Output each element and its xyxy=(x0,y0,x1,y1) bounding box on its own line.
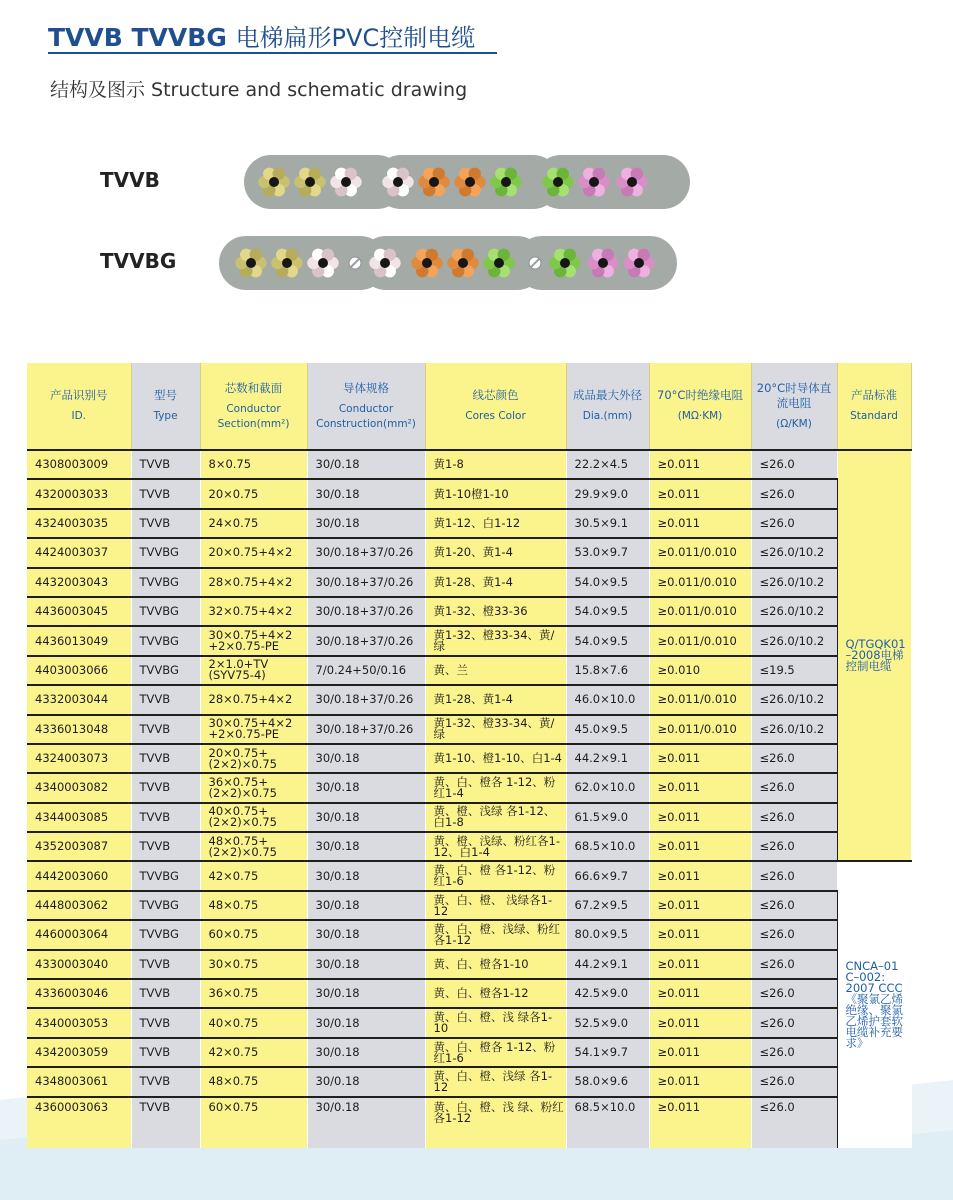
table-cell: ≥0.011 xyxy=(649,479,751,508)
table-cell: 42×0.75 xyxy=(200,861,307,890)
table-cell: 30/0.18+37/0.26 xyxy=(307,597,425,626)
table-row xyxy=(27,891,911,920)
table-cell: 54.1×9.7 xyxy=(566,1038,649,1067)
column-header-zh: 成品最大外径 xyxy=(573,388,642,402)
table-cell: ≥0.011 xyxy=(649,744,751,773)
column-header-zh: 70°C时绝缘电阻 xyxy=(657,388,743,402)
table-cell: TVVB xyxy=(131,979,200,1008)
table-cell: 52.5×9.0 xyxy=(566,1008,649,1037)
table-row xyxy=(27,1038,911,1067)
section-subtitle: 结构及图示 Structure and schematic drawing xyxy=(50,79,468,101)
table-cell: 30/0.18+37/0.26 xyxy=(307,626,425,655)
table-cell: 黄、白、橙各1-10 xyxy=(425,950,566,979)
table-cell: ≥0.011 xyxy=(649,832,751,861)
table-cell: 4308003009 xyxy=(27,450,131,479)
table-cell: 4340003082 xyxy=(27,773,131,802)
page-title xyxy=(48,18,475,53)
table-cell: 4424003037 xyxy=(27,538,131,567)
table-cell: ≥0.011 xyxy=(649,920,751,949)
table-cell: TVVBG xyxy=(131,891,200,920)
table-cell: ≥0.011/0.010 xyxy=(649,715,751,744)
table-cell: 黄、白、橙、浅绿、粉红各1-12 xyxy=(425,920,566,949)
table-cell: 48×0.75+ (2×2)×0.75 xyxy=(200,832,307,861)
table-cell: TVVB xyxy=(131,715,200,744)
table-cell: ≤26.0/10.2 xyxy=(751,538,837,567)
table-cell: ≥0.011 xyxy=(649,979,751,1008)
table-cell: 30/0.18 xyxy=(307,891,425,920)
table-cell: 30/0.18 xyxy=(307,950,425,979)
table-cell: 4360003063 xyxy=(27,1097,131,1148)
column-header xyxy=(751,363,837,450)
table-cell: 黄、白、橙各 1-12、粉红1-6 xyxy=(425,1038,566,1067)
table-cell: 22.2×4.5 xyxy=(566,450,649,479)
table-cell: 30/0.18 xyxy=(307,832,425,861)
table-cell: 2×1.0+TV (SYV75-4) xyxy=(200,656,307,685)
table-cell: ≤26.0 xyxy=(751,1008,837,1037)
table-row xyxy=(27,1097,911,1148)
column-header-en: (MΩ·KM) xyxy=(677,410,723,422)
table-cell: TVVBG xyxy=(131,626,200,655)
table-row xyxy=(27,950,911,979)
table-cell: 20×0.75+4×2 xyxy=(200,538,307,567)
table-cell: 66.6×9.7 xyxy=(566,861,649,890)
table-cell: 20×0.75+ (2×2)×0.75 xyxy=(200,744,307,773)
column-header-zh: 线芯颜色 xyxy=(472,388,519,402)
table-cell: 4330003040 xyxy=(27,950,131,979)
table-cell: TVVB xyxy=(131,450,200,479)
column-header-en: ID. xyxy=(71,410,87,422)
spec-table xyxy=(27,363,912,1148)
table-cell: TVVB xyxy=(131,1097,200,1148)
table-cell: 4336013048 xyxy=(27,715,131,744)
table-cell: TVVB xyxy=(131,950,200,979)
table-cell: 48×0.75 xyxy=(200,891,307,920)
table-cell: 30/0.18 xyxy=(307,744,425,773)
table-cell: ≤26.0 xyxy=(751,891,837,920)
table-row xyxy=(27,538,911,567)
table-cell: TVVBG xyxy=(131,656,200,685)
cable-label-tvvb: TVVB xyxy=(100,168,160,192)
column-header xyxy=(649,363,751,450)
table-cell: ≥0.011/0.010 xyxy=(649,538,751,567)
table-row xyxy=(27,1008,911,1037)
table-cell: 28×0.75+4×2 xyxy=(200,568,307,597)
table-cell: ≥0.011 xyxy=(649,450,751,479)
table-cell: ≤26.0 xyxy=(751,479,837,508)
table-cell: 54.0×9.5 xyxy=(566,568,649,597)
table-cell: ≥0.011 xyxy=(649,1008,751,1037)
table-cell: ≥0.011/0.010 xyxy=(649,568,751,597)
table-cell: 32×0.75+4×2 xyxy=(200,597,307,626)
table-cell: 4442003060 xyxy=(27,861,131,890)
table-cell: 黄、白、橙、浅 绿、粉红各1-12 xyxy=(425,1097,566,1148)
table-cell: ≥0.011 xyxy=(649,1097,751,1148)
table-cell: 30/0.18 xyxy=(307,1067,425,1096)
column-header-zh: 产品标准 xyxy=(851,388,897,402)
column-header xyxy=(200,363,307,450)
table-cell: 4324003035 xyxy=(27,509,131,538)
table-cell: 黄1-10橙1-10 xyxy=(425,479,566,508)
table-cell: 4348003061 xyxy=(27,1067,131,1096)
table-cell: 40×0.75+ (2×2)×0.75 xyxy=(200,803,307,832)
table-cell: 24×0.75 xyxy=(200,509,307,538)
page-title-model: TVVB TVVBG xyxy=(48,23,227,52)
table-cell: 28×0.75+4×2 xyxy=(200,685,307,714)
table-cell: 44.2×9.1 xyxy=(566,744,649,773)
table-cell: 29.9×9.0 xyxy=(566,479,649,508)
table-cell: ≥0.011 xyxy=(649,1038,751,1067)
table-cell: 30/0.18+37/0.26 xyxy=(307,685,425,714)
table-cell: 30/0.18 xyxy=(307,861,425,890)
table-cell: ≤26.0 xyxy=(751,920,837,949)
table-cell: 4342003059 xyxy=(27,1038,131,1067)
table-cell: 20×0.75 xyxy=(200,479,307,508)
table-cell: 30×0.75+4×2 +2×0.75-PE xyxy=(200,626,307,655)
table-cell: TVVB xyxy=(131,773,200,802)
table-cell: ≥0.011/0.010 xyxy=(649,597,751,626)
table-cell: 30/0.18 xyxy=(307,773,425,802)
table-cell: 58.0×9.6 xyxy=(566,1067,649,1096)
table-cell: ≤26.0 xyxy=(751,950,837,979)
table-cell: 黄1-32、橙33-34、黄/绿 xyxy=(425,715,566,744)
table-cell: ≥0.011 xyxy=(649,803,751,832)
table-cell: 黄、白、橙 各1-12、粉红1-6 xyxy=(425,861,566,890)
table-row xyxy=(27,715,911,744)
table-cell: 黄、橙、浅绿 各1-12、白1-8 xyxy=(425,803,566,832)
table-cell: 黄、白、橙、浅绿 各1-12 xyxy=(425,1067,566,1096)
table-cell: TVVB xyxy=(131,685,200,714)
table-cell: 62.0×10.0 xyxy=(566,773,649,802)
table-cell: 30/0.18+37/0.26 xyxy=(307,538,425,567)
column-header-zh: 产品识别号 xyxy=(50,388,108,402)
table-cell: 4436013049 xyxy=(27,626,131,655)
column-header-zh: 型号 xyxy=(154,388,177,402)
table-row xyxy=(27,656,911,685)
table-cell: 30/0.18+37/0.26 xyxy=(307,715,425,744)
column-header-zh: 20°C时导体直流电阻 xyxy=(756,380,832,410)
table-cell: 36×0.75+ (2×2)×0.75 xyxy=(200,773,307,802)
table-cell: 黄1-32、橙33-36 xyxy=(425,597,566,626)
table-cell: 80.0×9.5 xyxy=(566,920,649,949)
table-row xyxy=(27,773,911,802)
table-cell: 61.5×9.0 xyxy=(566,803,649,832)
table-cell: 30×0.75+4×2 +2×0.75-PE xyxy=(200,715,307,744)
table-cell: 54.0×9.5 xyxy=(566,626,649,655)
table-cell: 30/0.18 xyxy=(307,1038,425,1067)
table-cell: 黄1-12、白1-12 xyxy=(425,509,566,538)
table-cell: 15.8×7.6 xyxy=(566,656,649,685)
table-cell: ≤26.0 xyxy=(751,450,837,479)
table-cell: 4340003053 xyxy=(27,1008,131,1037)
column-header xyxy=(307,363,425,450)
table-cell: TVVB xyxy=(131,1038,200,1067)
table-cell: ≤26.0 xyxy=(751,744,837,773)
table-row xyxy=(27,450,911,479)
table-cell: 黄1-28、黄1-4 xyxy=(425,685,566,714)
table-cell: ≤26.0/10.2 xyxy=(751,597,837,626)
column-header-en: Conductor Construction(mm²) xyxy=(316,402,416,430)
table-cell: 54.0×9.5 xyxy=(566,597,649,626)
table-cell: 36×0.75 xyxy=(200,979,307,1008)
table-cell: ≤26.0/10.2 xyxy=(751,715,837,744)
table-cell: 黄、白、橙、 浅绿各1-12 xyxy=(425,891,566,920)
table-cell: ≤19.5 xyxy=(751,656,837,685)
cable-cross-section-tvvbg xyxy=(219,234,677,292)
table-cell: 黄1-32、橙33-34、黄/绿 xyxy=(425,626,566,655)
table-cell: 44.2×9.1 xyxy=(566,950,649,979)
table-cell: ≤26.0 xyxy=(751,979,837,1008)
column-header xyxy=(837,363,911,450)
table-row xyxy=(27,803,911,832)
standard-cell: Q/TGQK01 –2008电梯控制电缆 xyxy=(837,450,911,861)
table-cell: ≥0.011 xyxy=(649,773,751,802)
title-underline xyxy=(48,52,497,54)
steel-wire xyxy=(349,257,361,269)
table-cell: ≥0.011/0.010 xyxy=(649,626,751,655)
table-cell: ≤26.0/10.2 xyxy=(751,568,837,597)
table-cell: 黄、兰 xyxy=(425,656,566,685)
table-cell: 4324003073 xyxy=(27,744,131,773)
page-title-zh: 电梯扁形PVC控制电缆 xyxy=(235,24,476,52)
table-cell: TVVB xyxy=(131,832,200,861)
table-row xyxy=(27,685,911,714)
table-cell: TVVBG xyxy=(131,597,200,626)
table-cell: ≥0.011 xyxy=(649,891,751,920)
column-header-en: Conductor Section(mm²) xyxy=(217,402,290,430)
column-header-en: Cores Color xyxy=(465,410,526,422)
table-cell: ≤26.0 xyxy=(751,1067,837,1096)
table-cell: 30/0.18 xyxy=(307,920,425,949)
table-row xyxy=(27,509,911,538)
column-header-en: Type xyxy=(153,410,178,422)
table-row xyxy=(27,979,911,1008)
table-cell: 4332003044 xyxy=(27,685,131,714)
cable-cross-section-tvvb xyxy=(244,153,690,211)
table-cell: TVVB xyxy=(131,509,200,538)
table-cell: ≥0.011 xyxy=(649,861,751,890)
table-cell: ≤26.0 xyxy=(751,832,837,861)
table-cell: 黄1-10、橙1-10、白1-4 xyxy=(425,744,566,773)
table-cell: 黄、白、橙各1-12 xyxy=(425,979,566,1008)
table-cell: 30×0.75 xyxy=(200,950,307,979)
table-cell: 4344003085 xyxy=(27,803,131,832)
table-cell: 60×0.75 xyxy=(200,1097,307,1148)
column-header-en: (Ω/KM) xyxy=(776,417,812,430)
table-row xyxy=(27,920,911,949)
table-cell: 30/0.18 xyxy=(307,1008,425,1037)
table-row xyxy=(27,479,911,508)
column-header xyxy=(27,363,131,450)
table-row xyxy=(27,861,911,890)
table-cell: 4436003045 xyxy=(27,597,131,626)
standard-cell: CNCA–01 C–002: 2007 CCC《聚氯乙烯绝缘、聚氯乙烯护套软电缆补充要求》 xyxy=(837,861,911,1147)
table-cell: TVVB xyxy=(131,479,200,508)
table-cell: 30/0.18 xyxy=(307,803,425,832)
column-header-en: Dia.(mm) xyxy=(582,410,633,422)
table-cell: TVVB xyxy=(131,803,200,832)
table-cell: 46.0×10.0 xyxy=(566,685,649,714)
table-cell: 68.5×10.0 xyxy=(566,1097,649,1148)
table-cell: TVVB xyxy=(131,1008,200,1037)
table-cell: 黄1-28、黄1-4 xyxy=(425,568,566,597)
column-header xyxy=(131,363,200,450)
column-header-zh: 芯数和截面 xyxy=(224,380,283,395)
table-cell: ≥0.011/0.010 xyxy=(649,685,751,714)
table-cell: ≥0.011 xyxy=(649,1067,751,1096)
table-cell: TVVBG xyxy=(131,568,200,597)
table-cell: ≥0.011 xyxy=(649,950,751,979)
table-cell: 7/0.24+50/0.16 xyxy=(307,656,425,685)
table-cell: 黄、白、橙各 1-12、粉红1-4 xyxy=(425,773,566,802)
table-row xyxy=(27,1067,911,1096)
table-cell: 8×0.75 xyxy=(200,450,307,479)
table-cell: TVVB xyxy=(131,744,200,773)
table-cell: 40×0.75 xyxy=(200,1008,307,1037)
table-cell: TVVBG xyxy=(131,861,200,890)
table-row xyxy=(27,597,911,626)
table-cell: TVVB xyxy=(131,1067,200,1096)
table-cell: 30/0.18 xyxy=(307,450,425,479)
table-cell: TVVBG xyxy=(131,920,200,949)
table-cell: ≤26.0 xyxy=(751,509,837,538)
table-cell: 黄1-20、黄1-4 xyxy=(425,538,566,567)
table-cell: 42×0.75 xyxy=(200,1038,307,1067)
table-cell: 30/0.18 xyxy=(307,1097,425,1148)
table-cell: 60×0.75 xyxy=(200,920,307,949)
cable-label-tvvbg: TVVBG xyxy=(100,249,177,273)
table-cell: ≥0.010 xyxy=(649,656,751,685)
table-cell: 30/0.18+37/0.26 xyxy=(307,568,425,597)
table-cell: ≤26.0 xyxy=(751,861,837,890)
column-header xyxy=(566,363,649,450)
table-cell: 4336003046 xyxy=(27,979,131,1008)
table-cell: ≥0.011 xyxy=(649,509,751,538)
table-cell: ≤26.0/10.2 xyxy=(751,685,837,714)
table-row xyxy=(27,832,911,861)
table-cell: 48×0.75 xyxy=(200,1067,307,1096)
table-cell: 4403003066 xyxy=(27,656,131,685)
table-cell: 42.5×9.0 xyxy=(566,979,649,1008)
table-cell: 4320003033 xyxy=(27,479,131,508)
table-cell: ≤26.0 xyxy=(751,773,837,802)
table-cell: 4432003043 xyxy=(27,568,131,597)
column-header-zh: 导体规格 xyxy=(343,380,389,395)
table-cell: 68.5×10.0 xyxy=(566,832,649,861)
table-cell: ≤26.0 xyxy=(751,803,837,832)
table-cell: 黄、白、橙、浅 绿各1-10 xyxy=(425,1008,566,1037)
table-cell: 67.2×9.5 xyxy=(566,891,649,920)
table-cell: 30/0.18 xyxy=(307,979,425,1008)
table-cell: 4448003062 xyxy=(27,891,131,920)
table-cell: ≤26.0 xyxy=(751,1097,837,1148)
table-cell: ≤26.0 xyxy=(751,1038,837,1067)
column-header-en: Standard xyxy=(850,410,898,422)
table-cell: TVVBG xyxy=(131,538,200,567)
table-cell: 53.0×9.7 xyxy=(566,538,649,567)
column-header xyxy=(425,363,566,450)
table-cell: 黄、橙、浅绿、粉红各1-12、白1-4 xyxy=(425,832,566,861)
table-cell: ≤26.0/10.2 xyxy=(751,626,837,655)
table-row xyxy=(27,626,911,655)
steel-wire xyxy=(529,257,541,269)
table-cell: 30.5×9.1 xyxy=(566,509,649,538)
table-cell: 45.0×9.5 xyxy=(566,715,649,744)
table-row xyxy=(27,744,911,773)
table-cell: 4352003087 xyxy=(27,832,131,861)
table-cell: 30/0.18 xyxy=(307,509,425,538)
table-cell: 4460003064 xyxy=(27,920,131,949)
table-cell: 黄1-8 xyxy=(425,450,566,479)
table-row xyxy=(27,568,911,597)
table-cell: 30/0.18 xyxy=(307,479,425,508)
